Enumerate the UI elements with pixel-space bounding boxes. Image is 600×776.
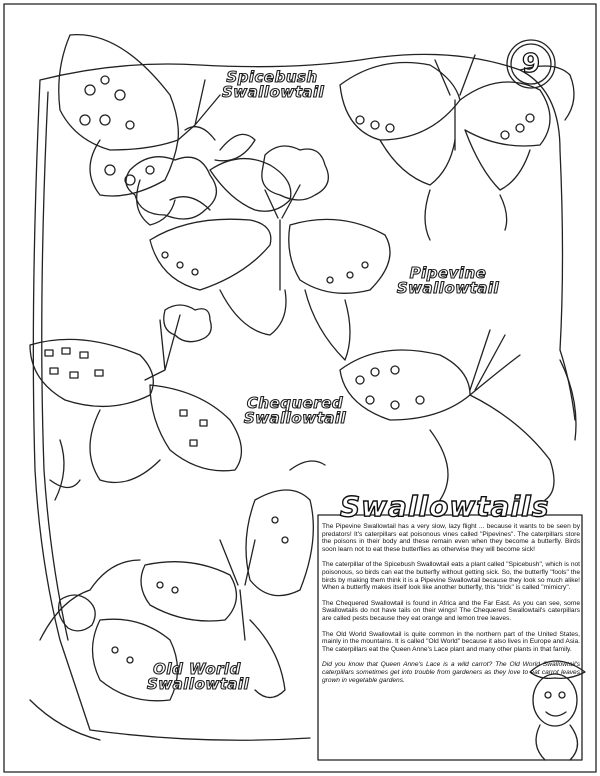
paragraph-spicebush: The caterpillar of the Spicebush Swallowtail eats a plant called "Spicebush", which is not poisonous, so birds can eat the butterfly without getting sick. So, the butterfly "fools" the birds by making them think it is a Pipevine Swallowtail because they look so much alike! When a butterfly makes itself look like another butterfly, this "trick" is called "mimicry". bbox=[322, 561, 580, 592]
fun-fact: Did you know that Queen Anne's Lace is a wild carrot? The Old World Swallowtail's caterpillars sometimes get into trouble from gardeners as they love to eat carrot leaves grown in vegetable gardens. bbox=[322, 661, 580, 684]
spicebush-swallowtail-drawing bbox=[59, 35, 255, 225]
paragraph-old-world: The Old World Swallowtail is quite common in the northern part of the United States, mainly in the mountains. It is called "Old World" because it also lives in Europe and Asia. The caterpillars eat the Queen Anne's Lace plant and many other plants in that family. bbox=[322, 630, 580, 653]
chequered-swallowtail-label: Chequered Swallowtail bbox=[243, 394, 347, 427]
swallowtail-right-middle-drawing bbox=[340, 330, 576, 500]
paragraph-chequered: The Chequered Swallowtail is found in Africa and the Far East. As you can see, some Swallowtails do not have tails on their wings! The Chequered Swallowtail's caterpillars are called pests because they eat orange and lemon tree leaves. bbox=[322, 599, 580, 622]
spicebush-swallowtail-label: Spicebush Swallowtail bbox=[222, 68, 325, 101]
old-world-swallowtail-label: Old World Swallowtail bbox=[147, 660, 250, 693]
pipevine-swallowtail-drawing bbox=[150, 159, 390, 360]
old-world-swallowtail-drawing bbox=[30, 461, 325, 740]
page-title: Swallowtails bbox=[340, 490, 550, 523]
pipevine-swallowtail-label: Pipevine Swallowtail bbox=[396, 264, 500, 297]
paragraph-pipevine: The Pipevine Swallowtail has a very slow, lazy flight ... because it wants to be seen by predators! It's caterpillars eat poisonous vines called "Pipevines". The caterpillars store the poisons in their body and these remain even when they become a butterfly. Birds soon learn not to eat these butterflies as otherwise they will become sick! bbox=[322, 523, 580, 553]
chequered-swallowtail-drawing bbox=[30, 315, 241, 500]
article-text bbox=[322, 523, 580, 692]
flower-drawings bbox=[59, 146, 329, 631]
page-number: 9 bbox=[521, 49, 541, 79]
